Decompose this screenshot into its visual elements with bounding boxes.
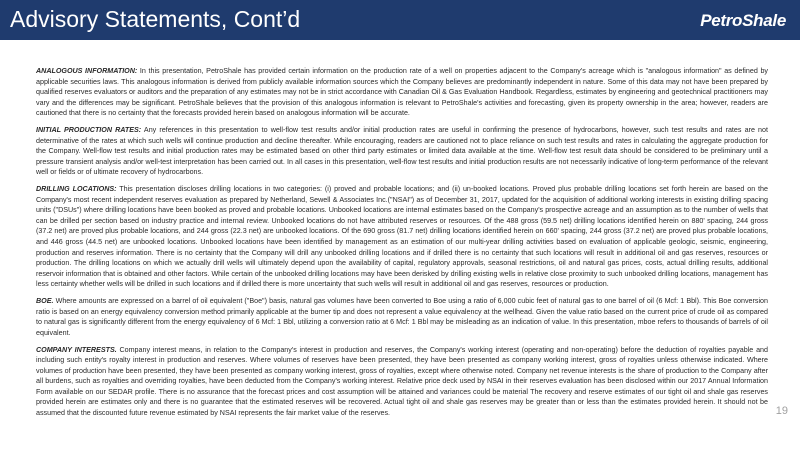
paragraph-drilling-locations bbox=[36, 184, 768, 289]
paragraph-text: Company interest means, in relation to the Company's interest in production and reserves, the Company's working interest (operating and non-operating) before the deduction of royalties payable and including such entity's royalty interest in production and reserves. Where volumes of reserves have been presented, they have been presented as company working interest, gross of royalties unless otherwise indicated. Where volumes of production have been presented, they have been presented as company working interest, gross of royalties, except where otherwise noted. Company net revenue interests is the share of production to the Company after all burdens, such as royalties and overriding royalties, have been deducted from the Company's working interest. Relative price deck used by NSAI in their reserves evaluation has been disclosed within our 2017 Annual Information Form available on our SEDAR profile. There is no assurance that the forecast prices and cost assumption will be attained and variances could be material The recovery and reserve estimates of our tight oil and shale gas reserves provided herein are estimates only and there is no guarantee that the estimated reserves will be recovered. Actual tight oil and shale gas reserves may be greater than or less than the estimates provided herein. It should not be assumed that the discounted future revenue estimated by NSAI represents the fair market value of the reserves. bbox=[36, 345, 768, 417]
paragraph-label: INITIAL PRODUCTION RATES: bbox=[36, 126, 142, 135]
paragraph-company-interests bbox=[36, 345, 768, 419]
paragraph-analogous-information bbox=[36, 66, 768, 119]
header-bar bbox=[0, 0, 800, 40]
page-number: 19 bbox=[775, 405, 788, 417]
paragraph-text: Any references in this presentation to well-flow test results and/or initial production rates are useful in confirming the presence of hydrocarbons, however, such test results and rates are not determinative of the rates at which such wells will continue production and decline thereafter. While encouraging, readers are cautioned not to place reliance on such test results and rates in calculating the aggregate production for the Company. Well-flow test results and initial production rates may be estimated based on other third party estimates or limited data available at the time. Well-flow test result data should be considered to be preliminary until a pressure transient analysis and/or well-test interpretation has been carried out. In all cases in this presentation, well-flow test results and initial production results are not necessarily indicative of long-term performance of the relevant well or fields or of ultimate recovery of hydrocarbons. bbox=[36, 126, 768, 177]
page-title: Advisory Statements, Cont’d bbox=[10, 6, 301, 32]
paragraph-initial-production-rates bbox=[36, 125, 768, 178]
company-logo: PetroShale bbox=[700, 11, 786, 30]
paragraph-text: In this presentation, PetroShale has provided certain information on the production rate of a well on properties adjacent to the Company's acreage which is "analogous information" as defined by applicable securities laws. This analogous information is derived from publicly available information sources which the Company believes are predominantly independent in nature. Some of this data may not have been prepared by qualified reserves evaluators or auditors and the preparation of any estimates may not be in strict accordance with Canadian Oil & Gas Evaluation Handbook. Regardless, estimates by engineering and geotechnical practitioners may vary and the differences may be significant. PetroShale believes that the provision of this analogous information is relevant to PetroShale's activities and forecasting, given its property ownership in the area; however, readers are cautioned that there is no certainty that the forecasts provided herein based on analogous information will be accurate. bbox=[36, 67, 768, 118]
paragraph-label: BOE. bbox=[36, 297, 54, 306]
advisory-content bbox=[36, 66, 768, 425]
paragraph-text: Where amounts are expressed on a barrel of oil equivalent ("Boe") basis, natural gas volumes have been converted to Boe using a ratio of 6,000 cubic feet of natural gas to one barrel of oil (6 Mcf: 1 Bbl). This Boe conversion ratio is based on an energy equivalency conversion method primarily applicable at the burner tip and does not represent a value equivalency at the wellhead. Given the value ratio based on the current price of crude oil as compared to natural gas is significantly different from the energy equivalency of 6 Mcf: 1 Bbl, utilizing a conversion ratio at 6 Mcf: 1 Bbl may be misleading as an indication of value. In this presentation, mboe refers to thousands of barrels of oil equivalent. bbox=[36, 297, 768, 337]
paragraph-boe bbox=[36, 296, 768, 338]
paragraph-label: ANALOGOUS INFORMATION: bbox=[36, 67, 138, 75]
paragraph-label: DRILLING LOCATIONS: bbox=[36, 185, 117, 194]
paragraph-label: COMPANY INTERESTS. bbox=[36, 345, 117, 354]
paragraph-text: This presentation discloses drilling locations in two categories: (i) proved and probable locations; and (ii) un-booked locations. Proved plus probable drilling locations set forth herein are based on the Company's most recent independent reserves evaluation as prepared by Netherland, Sewell & Associates Inc.("NSAI") as of December 31, 2017, updated for the acquisition of additional working interests in existing drilling spacing units ("DSUs") where drilling locations have been booked as proved and probable locations. Unbooked locations are internal estimates based on the Company's prospective acreage and an assumption as to the number of wells that can be drilled per section based on industry practice and internal review. Unbooked locations do not have attributed reserves or resources. Of the 488 gross (59.5 net) drilling locations identified herein on 880' spacing, 244 gross (37.2 net) are proved plus probable locations, and 244 gross (22.3 net) are unbooked locations. Of the 690 gross (81.7 net) drilling locations identified herein on 660' spacing, 244 gross (37.2 net) are proved plus probable locations, and 446 gross (44.5 net) are unbooked locations. Unbooked locations have been identified by management as an estimation of our multi-year drilling activities based on evaluation of applicable geologic, seismic, engineering, production and reserves information. There is no certainty that the Company will drill any unbooked drilling locations and if drilled there is no certainty that such locations will result in additional oil and gas reserves, resources or production. The drilling locations on which we actually drill wells will ultimately depend upon the availability of capital, regulatory approvals, seasonal restrictions, oil and natural gas prices, costs, actual drilling results, additional reservoir information that is obtained and other factors. While certain of the unbooked drilling locations may have been derisked by drilling existing wells in relative close proximity to such unbooked drilling locations, management has less certainty whether wells will be drilled in such locations and if drilled there is more uncertainty that such wells will result in additional oil and gas reserves, resources or production. bbox=[36, 185, 768, 289]
